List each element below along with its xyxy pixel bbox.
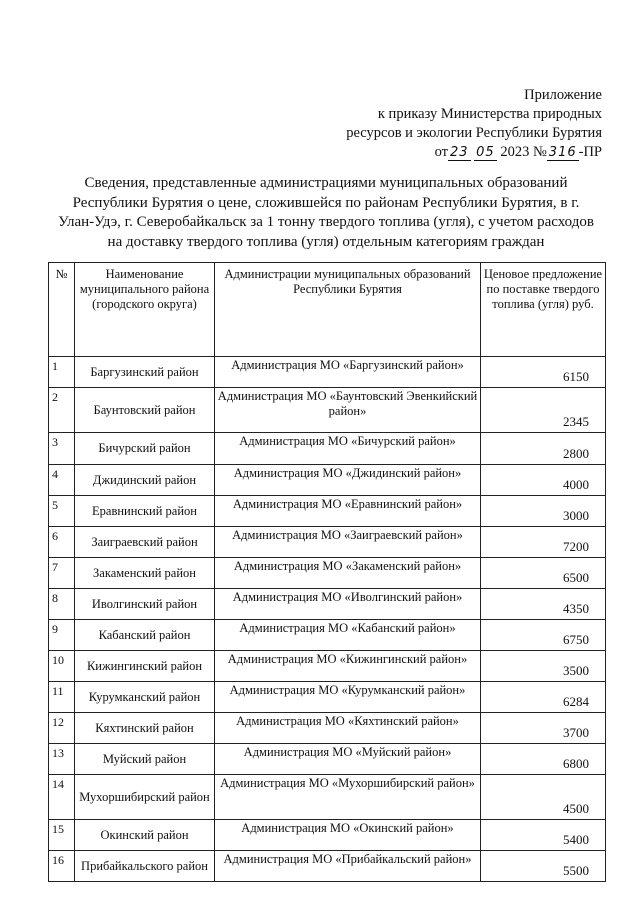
row-number: 11 [49, 682, 75, 713]
handwritten-month: 05 [476, 145, 495, 160]
table-row [49, 589, 606, 620]
district-name: Заиграевский район [75, 527, 215, 558]
row-number: 15 [49, 820, 75, 851]
district-name: Мухоршибирский район [75, 775, 215, 820]
price-value: 4350 [481, 589, 606, 620]
administration-name: Администрация МО «Прибайкальский район» [215, 851, 481, 882]
heading-line: Улан-Удэ, г. Северобайкальск за 1 тонну твердого топлива (угля), с учетом расходов [58, 214, 594, 230]
header-number: № [49, 263, 75, 357]
district-name: Кяхтинский район [75, 713, 215, 744]
heading-line: Сведения, представленные администрациями муниципальных образований [84, 175, 568, 191]
table-header-row [49, 263, 606, 357]
header-district: Наименование муниципального района (городского округа) [75, 263, 215, 357]
table-row [49, 851, 606, 882]
district-name: Закаменский район [75, 558, 215, 589]
table-row [49, 713, 606, 744]
table-row [49, 744, 606, 775]
table-row [49, 527, 606, 558]
administration-name: Администрация МО «Баргузинский район» [215, 357, 481, 388]
price-value: 3500 [481, 651, 606, 682]
table-row [49, 496, 606, 527]
row-number: 1 [49, 357, 75, 388]
row-number: 16 [49, 851, 75, 882]
administration-name: Администрация МО «Мухоршибирский район» [215, 775, 481, 820]
district-name: Муйский район [75, 744, 215, 775]
handwritten-order-number: 316 [548, 145, 577, 160]
header-price: Ценовое предложение по поставке твердого топлива (угля) руб. [481, 263, 606, 357]
district-name: Баунтовский район [75, 388, 215, 433]
year-label: 2023 № [500, 144, 547, 160]
price-value: 6150 [481, 357, 606, 388]
table-row [49, 388, 606, 433]
row-number: 4 [49, 465, 75, 496]
table-row [49, 558, 606, 589]
district-name: Бичурский район [75, 433, 215, 465]
administration-name: Администрация МО «Муйский район» [215, 744, 481, 775]
administration-name: Администрация МО «Заиграевский район» [215, 527, 481, 558]
district-name: Курумканский район [75, 682, 215, 713]
administration-name: Администрация МО «Кабанский район» [215, 620, 481, 651]
row-number: 8 [49, 589, 75, 620]
row-number: 13 [49, 744, 75, 775]
district-name: Еравнинский район [75, 496, 215, 527]
row-number: 9 [49, 620, 75, 651]
price-value: 2345 [481, 388, 606, 433]
price-value: 4500 [481, 775, 606, 820]
row-number: 2 [49, 388, 75, 433]
row-number: 5 [49, 496, 75, 527]
appendix-ministry-line: ресурсов и экологии Республики Бурятия [346, 125, 602, 141]
row-number: 12 [49, 713, 75, 744]
price-value: 5500 [481, 851, 606, 882]
price-value: 6284 [481, 682, 606, 713]
administration-name: Администрация МО «Джидинский район» [215, 465, 481, 496]
price-table [48, 262, 606, 882]
administration-name: Администрация МО «Баунтовский Эвенкийский район» [215, 388, 481, 433]
district-name: Окинский район [75, 820, 215, 851]
price-value: 6500 [481, 558, 606, 589]
price-value: 6800 [481, 744, 606, 775]
table-row [49, 651, 606, 682]
administration-name: Администрация МО «Еравнинский район» [215, 496, 481, 527]
table-row [49, 620, 606, 651]
appendix-date-line [346, 143, 602, 162]
document-heading [40, 174, 612, 252]
district-name: Иволгинский район [75, 589, 215, 620]
appendix-order-line: к приказу Министерства природных [377, 106, 602, 122]
order-suffix: -ПР [578, 144, 602, 160]
administration-name: Администрация МО «Окинский район» [215, 820, 481, 851]
administration-name: Администрация МО «Кижингинский район» [215, 651, 481, 682]
district-name: Баргузинский район [75, 357, 215, 388]
row-number: 6 [49, 527, 75, 558]
table-row [49, 682, 606, 713]
table-row [49, 820, 606, 851]
table-row [49, 433, 606, 465]
price-value: 5400 [481, 820, 606, 851]
district-name: Кижингинский район [75, 651, 215, 682]
row-number: 14 [49, 775, 75, 820]
district-name: Прибайкальского район [75, 851, 215, 882]
from-label: от [434, 144, 448, 160]
table-row [49, 357, 606, 388]
district-name: Кабанский район [75, 620, 215, 651]
price-value: 4000 [481, 465, 606, 496]
handwritten-day: 23 [449, 145, 469, 160]
row-number: 3 [49, 433, 75, 465]
administration-name: Администрация МО «Кяхтинский район» [215, 713, 481, 744]
row-number: 7 [49, 558, 75, 589]
price-value: 3700 [481, 713, 606, 744]
price-value: 3000 [481, 496, 606, 527]
table-row [49, 465, 606, 496]
administration-name: Администрация МО «Бичурский район» [215, 433, 481, 465]
administration-name: Администрация МО «Закаменский район» [215, 558, 481, 589]
administration-name: Администрация МО «Курумканский район» [215, 682, 481, 713]
price-value: 7200 [481, 527, 606, 558]
heading-line: на доставку твердого топлива (угля) отдельным категориям граждан [107, 233, 545, 250]
heading-line: Республики Бурятия о цене, сложившейся по районам Республики Бурятия, в г. [72, 194, 580, 211]
appendix-block [346, 86, 602, 162]
district-name: Джидинский район [75, 465, 215, 496]
appendix-title: Приложение [524, 87, 602, 103]
price-value: 2800 [481, 433, 606, 465]
header-administration: Администрации муниципальных образований Республики Бурятия [215, 263, 481, 357]
row-number: 10 [49, 651, 75, 682]
table-row [49, 775, 606, 820]
price-value: 6750 [481, 620, 606, 651]
administration-name: Администрация МО «Иволгинский район» [215, 589, 481, 620]
